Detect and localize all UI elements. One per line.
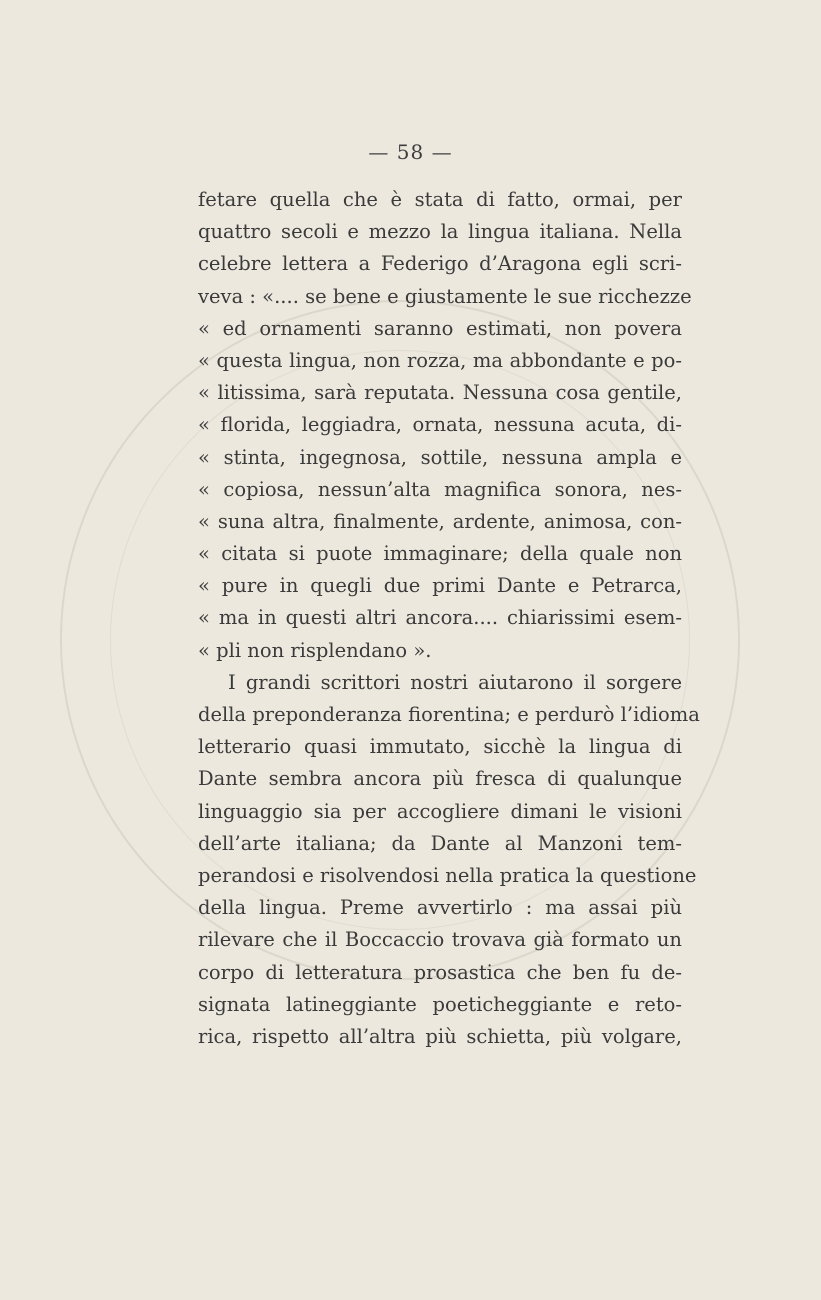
text-line: della preponderanza fiorentina; e perdurò l’idioma: [198, 703, 700, 726]
text-line: « suna altra, finalmente, ardente, animosa, con-: [198, 509, 682, 533]
text-line: quattro secoli e mezzo la lingua italiana. Nella: [198, 220, 682, 244]
text-line: dell’arte italiana; da Dante al Manzoni tem-: [198, 831, 682, 855]
text-line: veva : «.... se bene e giustamente le sue ricchezze: [198, 284, 692, 308]
text-line: « ma in questi altri ancora.... chiarissimi esem-: [198, 606, 682, 630]
text-line: « citata si puote immaginare; della quale non: [198, 542, 682, 566]
text-line: signata latineggiante poeticheggiante e reto-: [198, 992, 682, 1016]
text-line: « pure in quegli due primi Dante e Petrarca,: [198, 574, 682, 598]
paragraph-first-line: I grandi scrittori nostri aiutarono il sorgere: [228, 670, 682, 694]
text-line: corpo di letteratura prosastica che ben fu de-: [198, 960, 682, 984]
text-line: Dante sembra ancora più fresca di qualunque: [198, 767, 682, 791]
text-line: « stinta, ingegnosa, sottile, nessuna ampla e: [198, 445, 682, 469]
text-line: « florida, leggiadra, ornata, nessuna acuta, di-: [198, 413, 682, 437]
text-line: fetare quella che è stata di fatto, ormai, per: [198, 188, 682, 211]
text-line: della lingua. Preme avvertirlo : ma assai più: [198, 896, 682, 920]
text-line: celebre lettera a Federigo d’Aragona egli scri-: [198, 252, 682, 276]
text-line: perandosi e risolvendosi nella pratica la questione: [198, 863, 697, 887]
text-line: « ed ornamenti saranno estimati, non povera: [198, 316, 682, 340]
body-text: [198, 184, 700, 1053]
text-line: « copiosa, nessun’alta magnifica sonora, nes-: [198, 477, 682, 501]
text-line: « litissima, sarà reputata. Nessuna cosa gentile,: [198, 381, 682, 405]
text-line: linguaggio sia per accogliere dimani le visioni: [198, 799, 682, 823]
text-line: rilevare che il Boccaccio trovava già formato un: [198, 928, 682, 952]
text-line: « pli non risplendano ».: [198, 638, 432, 662]
page-number: — 58 —: [368, 140, 453, 164]
text-line: rica, rispetto all’altra più schietta, più volgare,: [198, 1024, 682, 1048]
text-line: letterario quasi immutato, sicchè la lingua di: [198, 735, 682, 759]
text-line: « questa lingua, non rozza, ma abbondante e po-: [198, 348, 682, 372]
